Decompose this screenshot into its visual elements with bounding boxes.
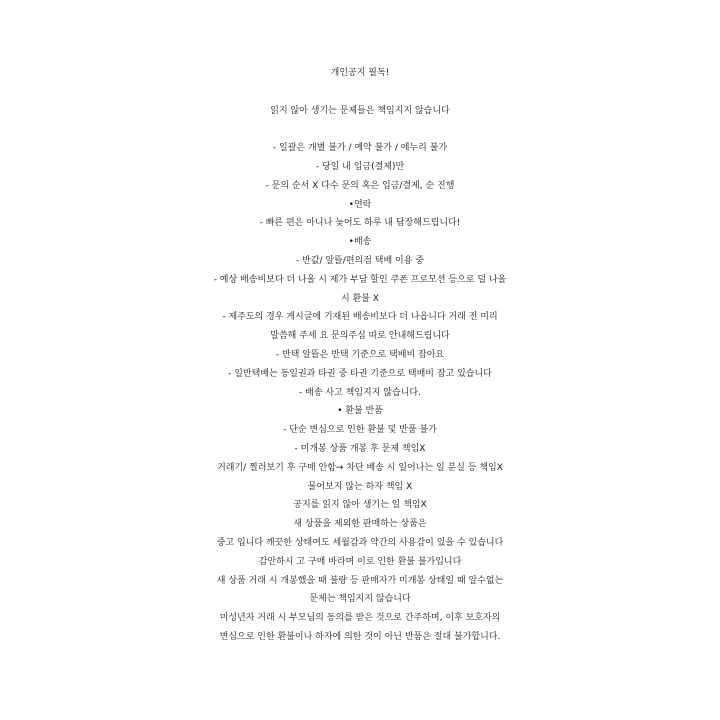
blank-line <box>0 83 720 102</box>
section-heading-shipping: •배송 <box>348 237 372 248</box>
notice-line: - 반값/ 알뜰/편의점 택배 이용 중 <box>296 255 424 266</box>
notice-line: 공지를 읽지 않아 생기는 일 책임X <box>293 500 427 511</box>
notice-line: - 예상 배송비보다 더 나올 시 제가 부담 할인 쿠폰 프로모션 등으로 덜 나올 <box>213 274 507 285</box>
notice-line: 거래기/ 찔러보기 후 구매 안함→ 차단 배송 시 일어나는 일 분실 등 책임X <box>217 462 503 473</box>
notice-line: 변심으로 인한 환불이나 하자에 의한 것이 아닌 반품은 절대 불가합니다. <box>219 631 501 642</box>
notice-line: 새 상품을 제외한 판매하는 상품은 <box>293 519 427 530</box>
notice-line: - 문의 순서 X 다수 문의 혹은 입금/결제, 순 진행 <box>265 180 455 191</box>
notice-line: - 일반택배는 동일권과 타권 중 타권 기준으로 택배비 잡고 있습니다 <box>228 368 492 379</box>
notice-line: 감안하시 고 구매 바라며 이로 인한 환불 불가입니다 <box>258 556 462 567</box>
notice-line: 문제는 책임지지 않습니다 <box>309 594 411 605</box>
notice-title: 개인공지 필독! <box>330 68 390 78</box>
section-heading-contact: •연락 <box>348 199 372 210</box>
notice-line: - 빠른 편은 아니나 늦어도 하루 내 답장해드립니다! <box>259 218 461 229</box>
notice-line: - 당일 내 입금(결제)만 <box>315 161 405 172</box>
notice-disclaimer: 읽지 않아 생기는 문제들은 책임지지 않습니다 <box>270 105 450 116</box>
notice-line: 중고 입니다 깨끗한 상태여도 세월감과 약간의 사용감이 있을 수 있습니다 <box>216 537 504 548</box>
notice-line: 말씀해 주세 요 문의주심 따로 안내해드립니다 <box>270 331 450 342</box>
notice-line: - 단순 변심으로 인한 환불 및 반품 불가 <box>283 425 437 436</box>
notice-line: - 제주도의 경우 게시글에 기재된 배송비보다 더 나옵니다 거래 전 미리 <box>222 312 498 323</box>
notice-text-block <box>0 64 720 647</box>
notice-line: 미성년자 거래 시 부모님의 동의를 받은 것으로 간주하며, 이후 보호자의 <box>219 613 501 624</box>
notice-line: 물어보지 않는 하자 책임 X <box>307 481 413 492</box>
blank-line <box>0 120 720 139</box>
notice-line: 새 상품 거래 시 개봉했을 때 불량 등 판매자가 미개봉 상태일 때 알수없는 <box>216 575 504 586</box>
section-heading-refund: • 환불 반품 <box>337 406 383 417</box>
notice-line: - 배송 사고 책임지지 않습니다. <box>299 387 421 398</box>
notice-line: - 일괄은 개별 불가 / 예약 불가 / 에누리 불가 <box>272 143 448 154</box>
notice-line: 시 환불 X <box>341 293 379 304</box>
notice-line: - 반택 알뜰은 반택 기준으로 택배비 잡아요 <box>275 349 445 360</box>
notice-line: - 미개봉 상품 개봉 후 문제 책임X <box>294 443 426 454</box>
